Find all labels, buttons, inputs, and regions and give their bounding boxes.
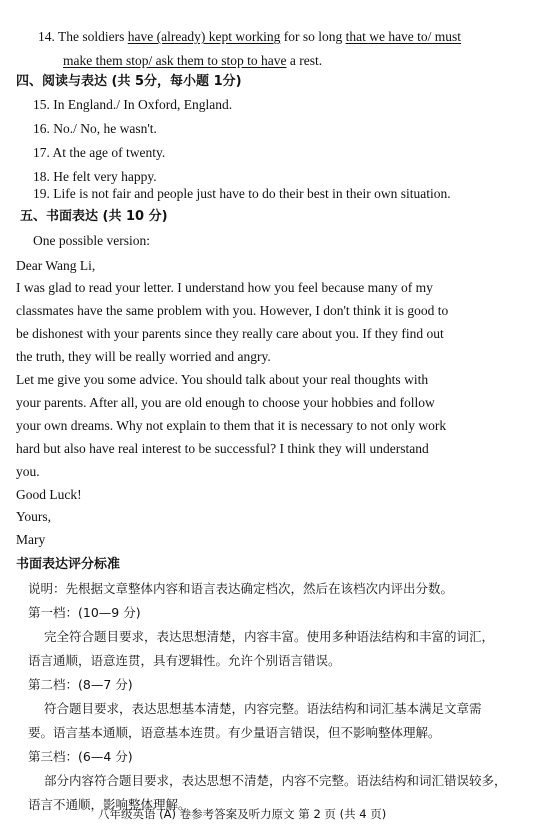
criteria-title: 书面表达评分标准	[16, 557, 121, 572]
essay-line: be dishonest with your parents since they really care about you. If they find out	[16, 326, 444, 341]
level-2-line: 要。语言基本通顺，语意基本连贯。有少量语言错误，但不影响整体理解。	[28, 725, 441, 740]
answer-15: 15. In England./ In Oxford, England.	[33, 97, 233, 112]
level-1-line: 语言通顺，语意连贯，具有逻辑性。允许个别语言错误。	[28, 653, 341, 668]
question-14-text-a: The soldiers	[58, 29, 128, 44]
essay-line: I was glad to read your letter. I understand how you feel because many of my	[16, 280, 433, 295]
level-3-label: 第三档：(6—4 分)	[28, 749, 133, 764]
question-14-text-f: a rest.	[286, 53, 323, 68]
essay-signoff: Yours,	[16, 509, 52, 524]
level-1-label: 第一档：(10—9 分)	[28, 605, 141, 620]
section-5-title: 五、书面表达 (共 10 分)	[20, 209, 168, 224]
question-14-line1	[38, 29, 461, 45]
essay-closing: Good Luck!	[16, 487, 82, 502]
level-2-line: 符合题目要求，表达思想基本清楚，内容完整。语法结构和词汇基本满足文章需	[44, 701, 482, 716]
essay-line: hard but also have real interest to be successful? I think they will understand	[16, 441, 429, 456]
essay-line: your parents. After all, you are old enough to choose your hobbies and follow	[16, 395, 435, 410]
answer-19: 19. Life is not fair and people just have to do their best in their own situation.	[33, 186, 451, 201]
essay-line: your own dreams. Why not explain to them that it is necessary to not only work	[16, 418, 447, 433]
answer-18: 18. He felt very happy.	[33, 169, 157, 184]
section-4-title: 四、阅读与表达 (共 5分，每小题 1分)	[16, 74, 242, 89]
essay-line: the truth, they will be really worried and angry.	[16, 349, 271, 364]
question-14-answer-1: have (already) kept working	[127, 29, 281, 44]
question-14-number: 14.	[38, 29, 55, 44]
criteria-note: 说明：先根据文章整体内容和语言表达确定档次，然后在该档次内评出分数。	[28, 581, 454, 596]
question-14-text-c: for so long	[280, 29, 346, 44]
level-2-label: 第二档：(8—7 分)	[28, 677, 133, 692]
essay-intro: One possible version:	[33, 233, 150, 248]
question-14-line2	[63, 53, 322, 69]
essay-signature: Mary	[16, 532, 46, 547]
level-3-line: 部分内容符合题目要求，表达思想不清楚，内容不完整。语法结构和词汇错误较多，	[44, 773, 507, 788]
question-14-answer-3: make them stop/ ask them to stop to have	[63, 53, 287, 68]
answer-17: 17. At the age of twenty.	[33, 145, 166, 160]
essay-greeting: Dear Wang Li,	[16, 258, 96, 273]
question-14-answer-2: that we have to/ must	[345, 29, 462, 44]
level-1-line: 完全符合题目要求，表达思想清楚，内容丰富。使用多种语法结构和丰富的词汇，	[44, 629, 495, 644]
essay-line: Let me give you some advice. You should talk about your real thoughts with	[16, 372, 429, 387]
level-3-line: 语言不通顺，影响整体理解。	[28, 797, 191, 812]
essay-line: you.	[16, 464, 40, 479]
page-footer: 八年级英语 (A) 卷参考答案及听力原文 第 2 页 (共 4 页)	[98, 807, 387, 821]
essay-line: classmates have the same problem with you. However, I don't think it is good to	[16, 303, 449, 318]
answer-16: 16. No./ No, he wasn't.	[33, 121, 157, 136]
